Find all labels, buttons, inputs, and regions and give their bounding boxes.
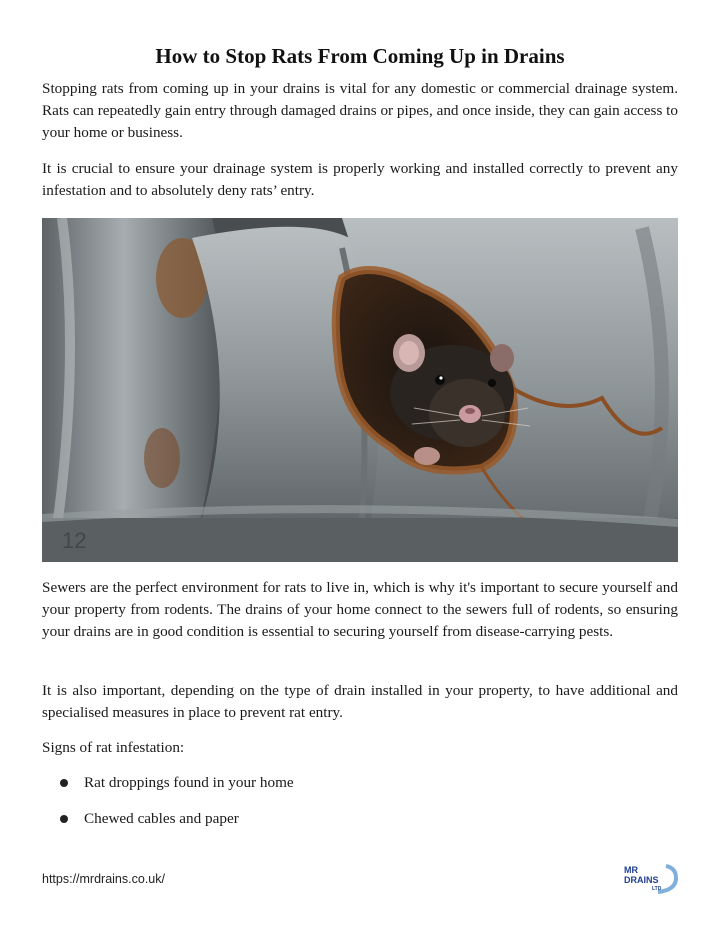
footer-url-link[interactable]: https://mrdrains.co.uk/ xyxy=(42,872,165,886)
bullet-icon xyxy=(60,815,68,823)
logo-line2: DRAINS xyxy=(624,875,659,885)
drainage-paragraph: It is crucial to ensure your drainage system is properly working and installed correctly to prevent any infestation and to absolutely deny rats’ entry. xyxy=(42,160,678,199)
signs-heading: Signs of rat infestation: xyxy=(42,739,185,756)
rat-in-pipe-photo xyxy=(42,218,678,562)
bullet-icon xyxy=(60,779,68,787)
page-title: How to Stop Rats From Coming Up in Drains xyxy=(155,44,565,68)
list-item xyxy=(42,808,294,844)
svg-text:12: 12 xyxy=(62,528,87,553)
mr-drains-logo xyxy=(622,862,678,896)
list-item-text: Rat droppings found in your home xyxy=(84,774,294,791)
intro-paragraph: Stopping rats from coming up in your drains is vital for any domestic or commercial drainage system. Rats can repeatedly gain entry through damaged drains or pipes, and once inside, they can gain access to your home or business. xyxy=(42,80,678,141)
signs-list xyxy=(42,772,294,844)
sewers-paragraph: Sewers are the perfect environment for rats to live in, which is why it's important to secure yourself and your property from rodents. The drains of your home connect to the sewers full of rodents, so ensuring your drains are in good condition is essential to securing yourself from disease-carrying pests. xyxy=(42,579,678,640)
list-item-text: Chewed cables and paper xyxy=(84,810,239,827)
list-item xyxy=(42,772,294,808)
logo-line3: LTD xyxy=(652,886,662,892)
logo-line1: MR xyxy=(624,865,638,875)
measures-paragraph: It is also important, depending on the type of drain installed in your property, to have additional and specialised measures in place to prevent rat entry. xyxy=(42,682,678,721)
rat-in-broken-pipe-illustration xyxy=(42,218,678,562)
